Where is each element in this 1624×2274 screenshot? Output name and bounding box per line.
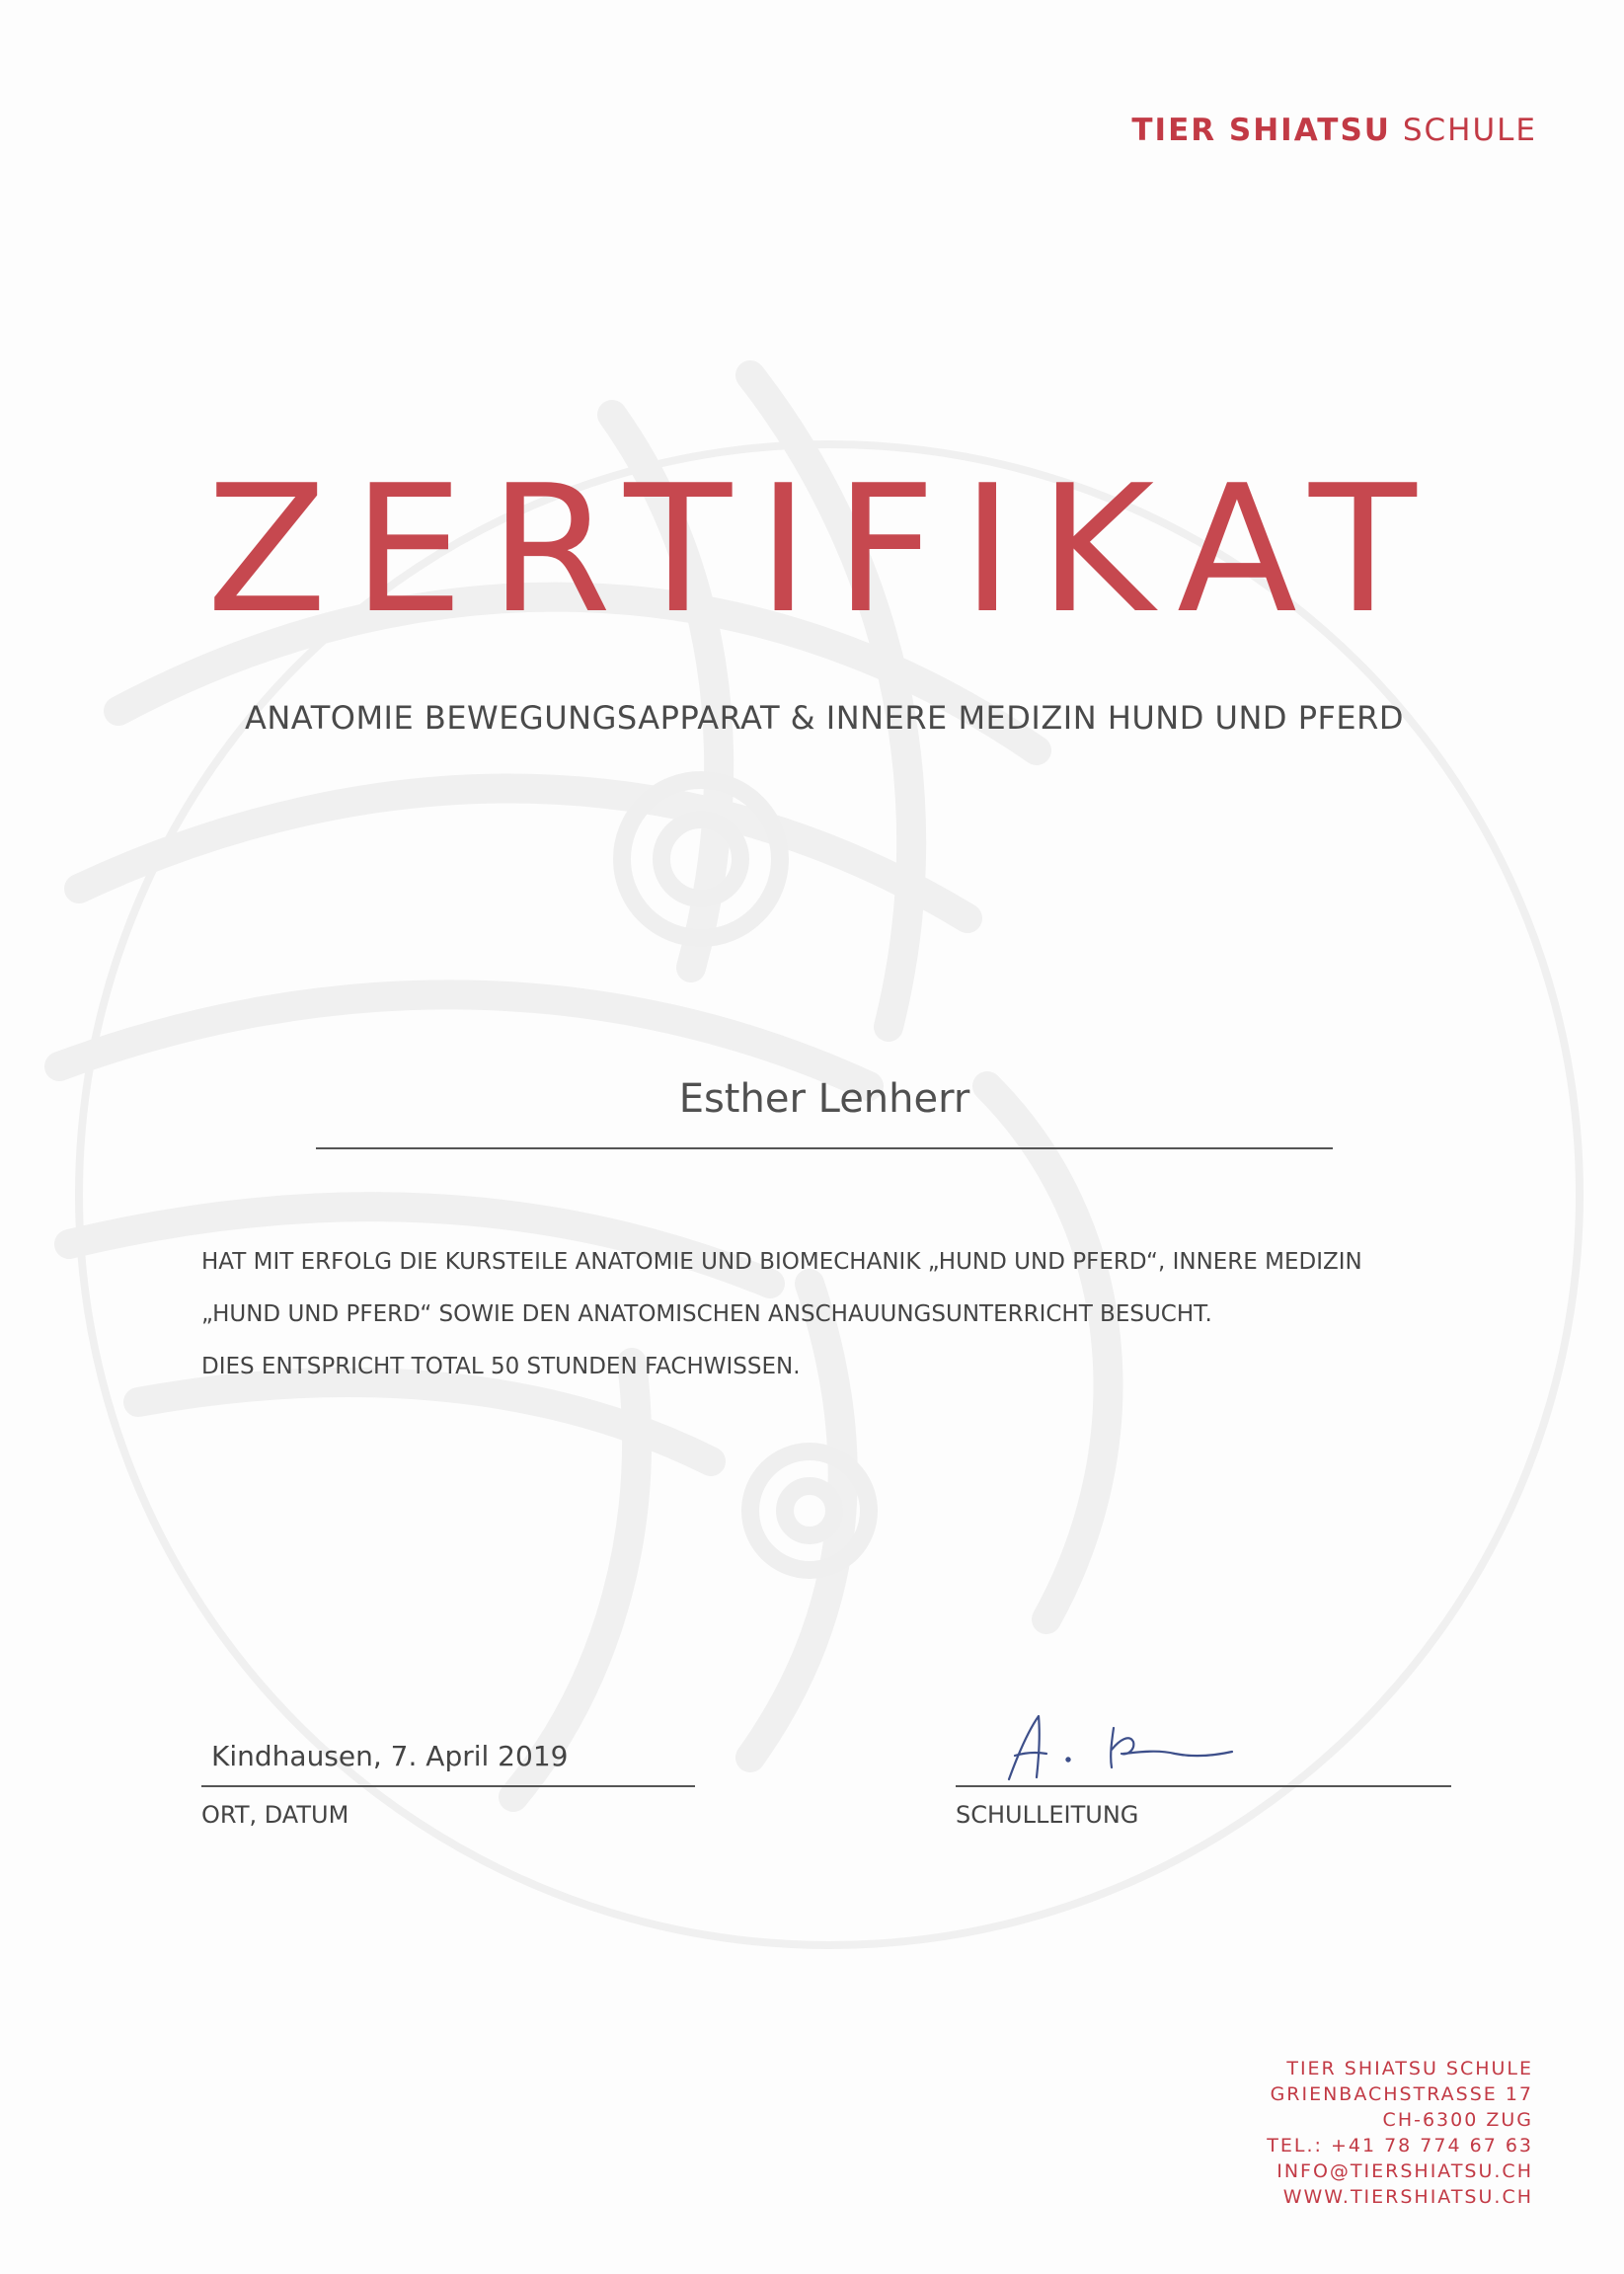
- place-date-line: [201, 1785, 695, 1787]
- certificate-body: [201, 1236, 1475, 1393]
- signature-caption: SCHULLEITUNG: [956, 1801, 1139, 1829]
- recipient-name: Esther Lenherr: [678, 1076, 970, 1122]
- place-date-caption: ORT, DATUM: [201, 1801, 349, 1829]
- place-date-value: Kindhausen, 7. April 2019: [211, 1740, 569, 1772]
- brand-name-light: SCHULE: [1402, 113, 1537, 148]
- address-line: GRIENBACHSTRASSE 17: [1270, 2083, 1533, 2105]
- body-line: HAT MIT ERFOLG DIE KURSTEILE ANATOMIE UND BIOMECHANIK „HUND UND PFERD“, INNERE MEDIZIN: [201, 1249, 1362, 1275]
- address-line: TIER SHIATSU SCHULE: [1286, 2058, 1533, 2079]
- address-line: TEL.: +41 78 774 67 63: [1267, 2135, 1533, 2156]
- address-line: WWW.TIERSHIATSU.CH: [1282, 2186, 1533, 2208]
- school-brand-header: [1131, 113, 1537, 148]
- handwritten-signature: [997, 1698, 1254, 1787]
- address-line: INFO@TIERSHIATSU.CH: [1276, 2160, 1533, 2182]
- signature-line: [956, 1785, 1451, 1787]
- body-line: DIES ENTSPRICHT TOTAL 50 STUNDEN FACHWISSEN.: [201, 1354, 801, 1379]
- brand-name-strong: TIER SHIATSU: [1131, 113, 1391, 148]
- school-address-block: [1267, 2056, 1533, 2210]
- certificate-subtitle: ANATOMIE BEWEGUNGSAPPARAT & INNERE MEDIZIN HUND UND PFERD: [244, 699, 1405, 737]
- certificate-title: ZERTIFIKAT: [206, 447, 1442, 652]
- address-line: CH-6300 ZUG: [1382, 2109, 1533, 2131]
- body-line: „HUND UND PFERD“ SOWIE DEN ANATOMISCHEN ANSCHAUUNGSUNTERRICHT BESUCHT.: [201, 1301, 1212, 1327]
- recipient-underline: [316, 1147, 1333, 1149]
